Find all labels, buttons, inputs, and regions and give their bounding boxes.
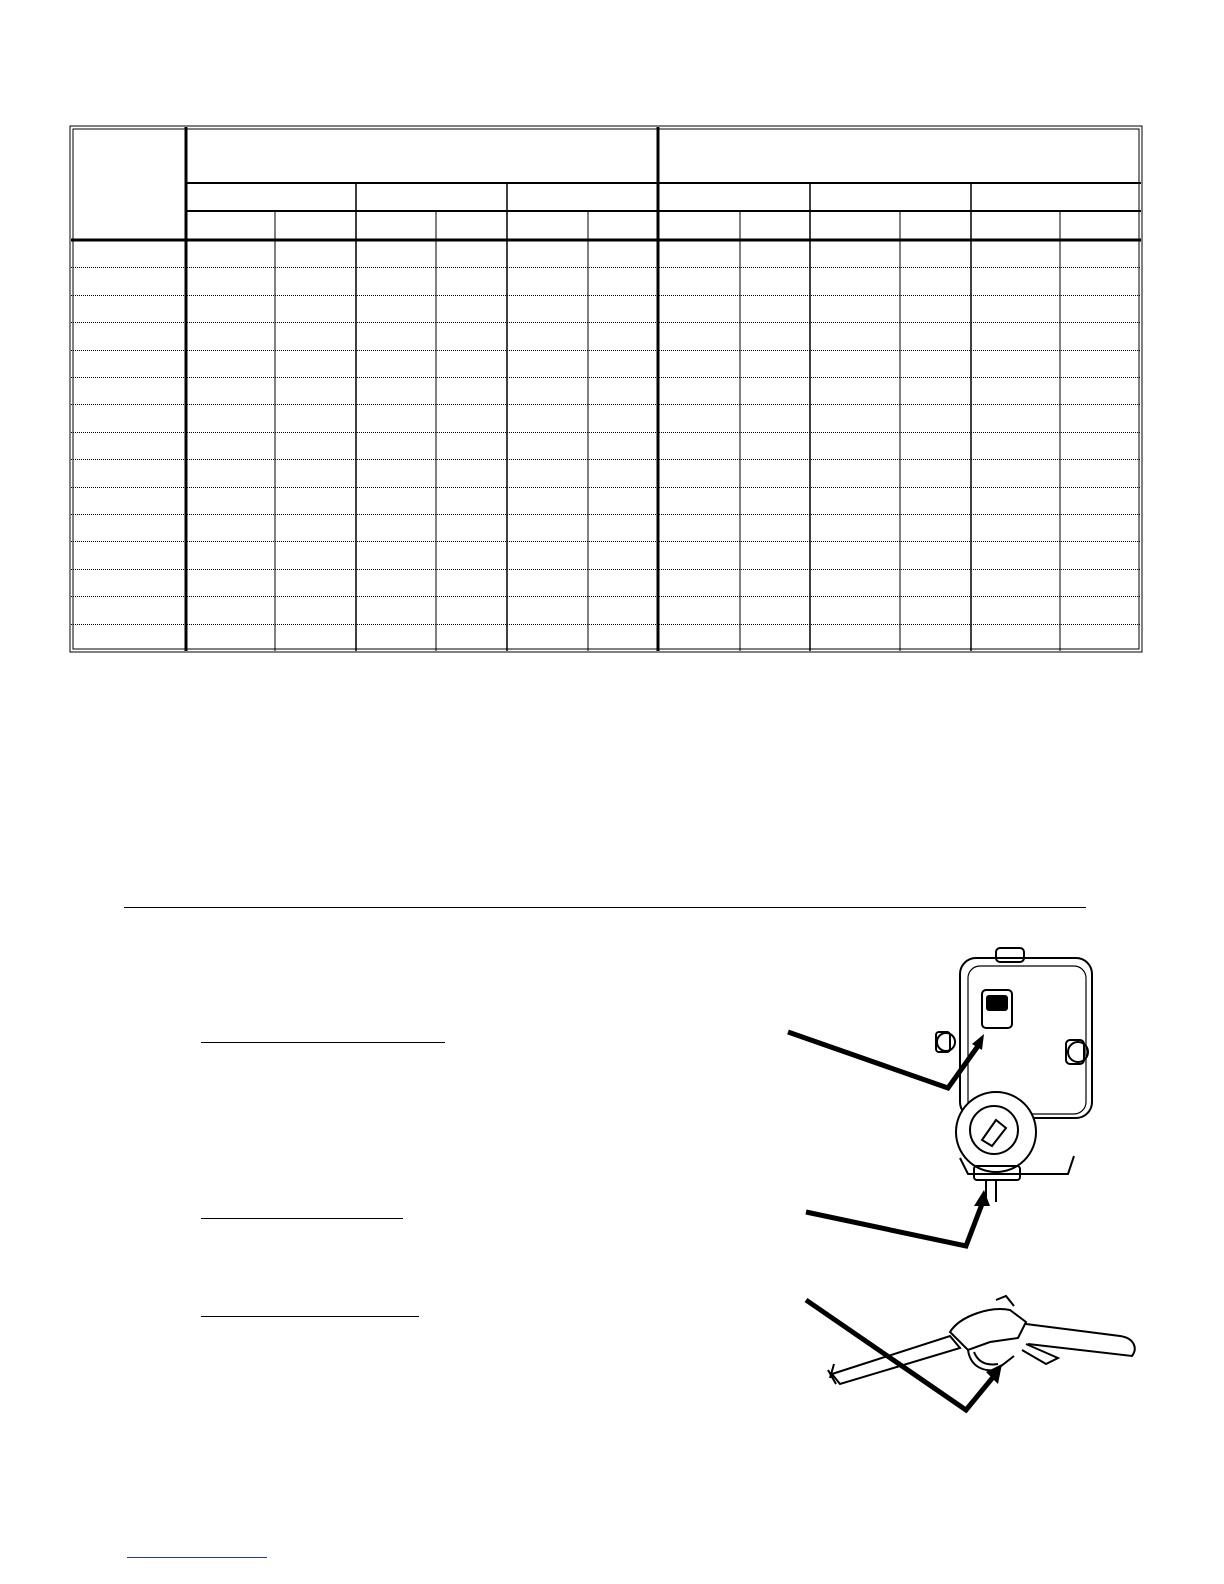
label-display-underline (201, 1042, 445, 1043)
data-table (0, 0, 1224, 700)
section-divider (124, 907, 1086, 908)
fuel-dispenser-icon (936, 948, 1092, 1202)
fuel-nozzle-icon (828, 1296, 1135, 1384)
label-trigger-underline (201, 1316, 419, 1317)
label-trigger (201, 1294, 419, 1318)
table-grid (70, 126, 1142, 652)
callout-arrow-hose (806, 1204, 982, 1246)
callout-arrow-trigger (806, 1300, 994, 1410)
label-display (201, 1020, 445, 1044)
fuel-dispenser-figure (760, 940, 1120, 1260)
table-outer-border (70, 126, 1142, 652)
table-inner-border (73, 129, 1139, 649)
label-hose (201, 1196, 403, 1220)
fuel-nozzle-figure (800, 1286, 1160, 1426)
label-hose-underline (201, 1218, 403, 1219)
section-divider-label (124, 880, 1086, 900)
footer-link-underline (127, 1557, 267, 1558)
